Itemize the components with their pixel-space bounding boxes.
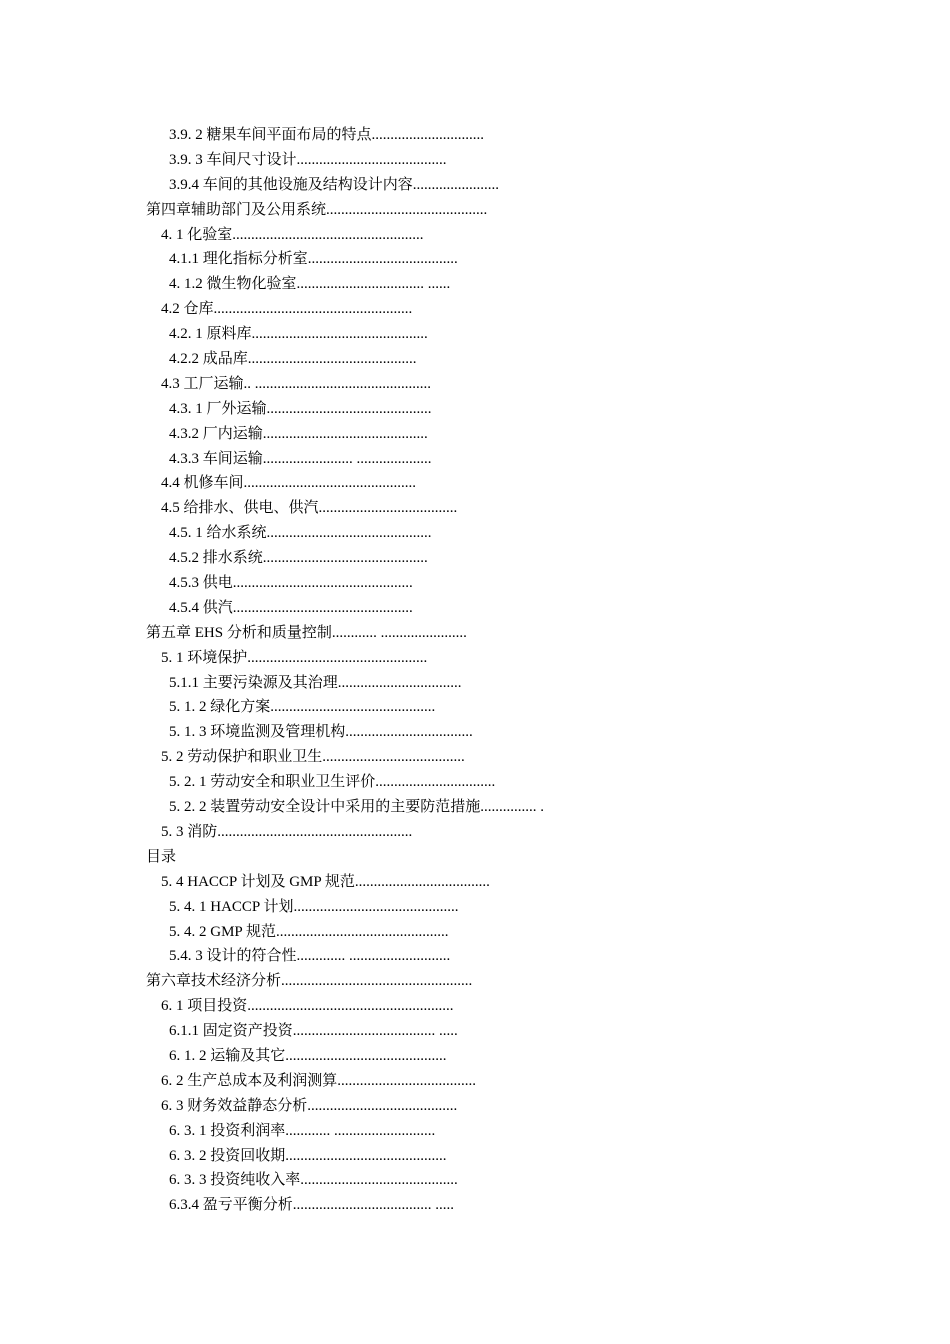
toc-entry: 5. 4. 1 HACCP 计划............................................ <box>169 898 459 915</box>
toc-section: 5. 1 环境保护................................................ <box>161 649 428 666</box>
toc-entry: 4.3.3 车间运输........................ .................... <box>169 450 432 467</box>
toc-entry: 5. 2. 1 劳动安全和职业卫生评价................................ <box>169 774 496 791</box>
toc-entry: 6.1.1 固定资产投资...................................... ..... <box>169 1023 458 1040</box>
toc-section: 4.4 机修车间.............................................. <box>161 475 417 492</box>
toc-entry: 4. 1.2 微生物化验室.................................. ...... <box>169 276 451 293</box>
toc-entry: 3.9. 2 糖果车间平面布局的特点.............................. <box>169 127 485 143</box>
toc-section: 5. 3 消防.................................................... <box>161 823 413 840</box>
toc-entry: 5.4. 3 设计的符合性............. ........................... <box>169 948 451 965</box>
toc-entry: 5. 1. 3 环境监测及管理机构.................................. <box>169 724 473 741</box>
toc-entry: 5.1.1 主要污染源及其治理................................. <box>169 674 462 691</box>
toc-section: 6. 3 财务效益静态分析........................................ <box>161 1097 458 1114</box>
toc-entry: 3.9. 3 车间尺寸设计........................................ <box>169 151 447 168</box>
toc-section: 5. 2 劳动保护和职业卫生...................................... <box>161 749 465 766</box>
toc-entry: 5. 1. 2 绿化方案............................................ <box>169 699 436 716</box>
toc-entry: 4.1.1 理化指标分析室........................................ <box>169 251 458 268</box>
toc-entry: 3.9.4 车间的其他设施及结构设计内容....................... <box>169 176 500 193</box>
toc-section: 4.3 工厂运输.. ............................................... <box>161 375 432 392</box>
toc-entry: 4.5.3 供电................................................ <box>169 575 413 592</box>
toc-entry: 5. 2. 2 装置劳动安全设计中采用的主要防范措施............... . <box>169 799 545 816</box>
toc-section: 4. 1 化验室................................................... <box>161 226 424 243</box>
toc-entry: 6. 3. 2 投资回收期........................................... <box>169 1147 447 1164</box>
toc-entry: 4.2. 1 原料库............................................... <box>169 326 428 343</box>
toc-entry: 4.2.2 成品库............................................. <box>169 351 417 368</box>
toc-entry: 4.5.4 供汽................................................ <box>169 599 413 616</box>
toc-section: 5. 4 HACCP 计划及 GMP 规范.................................... <box>161 873 490 890</box>
toc-section: 6. 2 生产总成本及利润测算..................................... <box>161 1072 477 1089</box>
toc-entry: 6. 3. 3 投资纯收入率.......................................... <box>169 1172 458 1189</box>
toc-entry: 4.3. 1 厂外运输............................................ <box>169 400 432 417</box>
toc-entry: 4.3.2 厂内运输............................................ <box>169 425 428 442</box>
toc-section: 4.2 仓库..................................................... <box>161 301 413 318</box>
table-of-contents <box>0 123 950 1218</box>
toc-heading: 目录 <box>146 848 177 865</box>
toc-entry: 5. 4. 2 GMP 规范.............................................. <box>169 923 449 940</box>
toc-section: 4.5 给排水、供电、供汽..................................... <box>161 500 458 517</box>
toc-entry: 6. 1. 2 运输及其它........................................... <box>169 1047 447 1064</box>
toc-entry: 4.5. 1 给水系统............................................ <box>169 525 432 542</box>
toc-chapter-heading: 第四章辅助部门及公用系统........................................... <box>146 201 488 218</box>
toc-section: 6. 1 项目投资....................................................... <box>161 998 454 1015</box>
toc-entry: 6. 3. 1 投资利润率............ ........................... <box>169 1122 436 1139</box>
toc-chapter-heading: 第六章技术经济分析................................................... <box>146 973 473 990</box>
toc-entry: 4.5.2 排水系统............................................ <box>169 550 428 567</box>
toc-entry: 6.3.4 盈亏平衡分析..................................... ..... <box>169 1197 455 1214</box>
toc-chapter-heading: 第五章 EHS 分析和质量控制............ ....................... <box>146 624 467 641</box>
